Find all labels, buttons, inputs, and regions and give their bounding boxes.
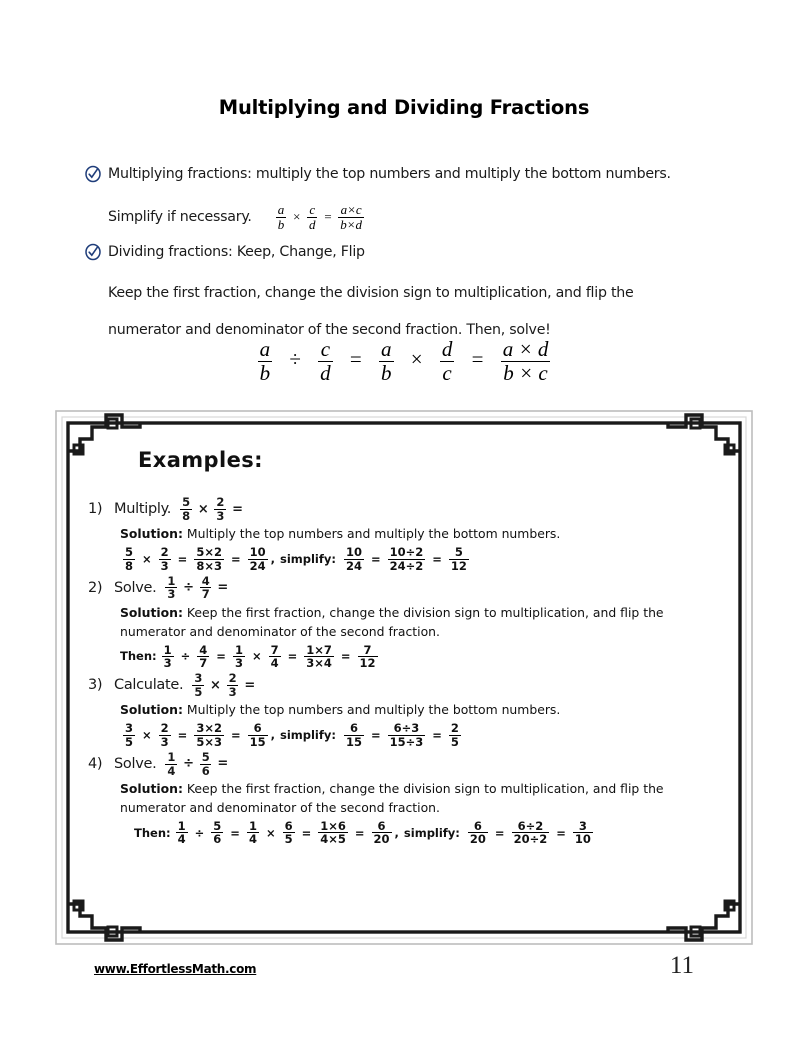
examples-heading: Examples: [138,448,263,472]
division-rule-formula [0,338,808,384]
solution-text [88,700,718,719]
denominator: c [442,360,452,385]
kcf-line-1: Keep the first fraction, change the division sign to multiplication, and flip the [108,285,634,301]
operator: × [265,825,276,840]
denominator: 6 [213,832,222,847]
operator-times: × [292,209,301,225]
item-number: 1) [88,501,103,517]
fraction-8 [512,820,550,846]
fraction-3 [194,722,224,748]
numerator: 3 [125,721,134,736]
solution-rule-line1: Keep the first fraction, change the division sign to multiplication, and flip the [186,604,664,620]
fraction-3 [247,820,259,846]
operator: ÷ [194,825,205,840]
numerator: 6÷3 [393,721,420,736]
fraction-5 [344,546,364,572]
numerator: d [441,337,453,361]
operator-equals: = [340,649,351,664]
solution-text [88,779,718,817]
numerator: 5 [182,495,190,510]
operator-equals: = [216,649,226,664]
numerator: 6÷2 [517,818,544,833]
note-dividing-text: Dividing fractions: Keep, Change, Flip [108,244,365,260]
solution-rule-line2: numerator and denominator of the second fraction. [120,623,440,639]
operator-equals: = [349,346,362,371]
denominator: 12 [359,656,376,671]
operator-equals: = [287,649,298,664]
numerator: 4 [201,573,210,588]
numerator: 1 [234,642,243,657]
operator-equals-2: = [471,346,484,371]
numerator: 7 [363,642,372,657]
numerator: 1 [177,818,186,833]
item-number: 4) [88,755,103,772]
denominator: 5 [194,685,203,699]
operator-equals: = [432,551,442,566]
denominator: 3 [228,685,237,699]
fraction-9 [573,820,593,846]
numerator: 10 [345,545,362,559]
operator-equals: = [301,825,312,840]
denominator: 15÷3 [389,734,424,749]
denominator: 6 [201,763,210,778]
denominator: b × c [503,360,548,385]
fraction-2 [227,672,239,698]
numerator: 1 [167,750,176,765]
numerator: a × d [502,337,549,361]
operator-equals: = [354,825,365,840]
example-item-2 [88,573,718,670]
item-expression [162,751,231,777]
operator-equals: = [177,551,188,566]
fraction-1 [192,672,204,698]
numerator: 5 [213,818,222,833]
fraction-5 [304,644,334,670]
fraction-6 [388,546,426,572]
fraction-5 [318,820,348,846]
footer-website-link[interactable]: www.EffortlessMath.com [94,962,257,976]
example-item-1 [88,494,718,572]
numerator: 6 [377,818,386,833]
item-number: 3) [88,677,103,694]
circled-check-icon [84,243,102,261]
solution-rule: Multiply the top numbers and multiply the bottom numbers. [186,526,561,541]
numerator: 7 [270,642,279,657]
note-multiplying-text: Multiplying fractions: multiply the top numbers and multiply the bottom numbers. [108,166,671,182]
operator-equals: = [230,551,241,566]
note-bullet-dividing [84,241,724,263]
operator-equals: = [230,825,240,840]
operator-equals: = [244,677,255,693]
item-prompt: Solve. [114,579,157,596]
fraction-2 [159,722,171,748]
operator: × [197,501,209,517]
solution-work [88,546,718,572]
then-label: Then: [134,825,171,840]
item-prompt: Solve. [114,755,157,772]
example-item-4 [88,749,718,846]
numerator: 2 [228,671,237,686]
fraction-a-b [276,203,287,232]
fraction-1 [123,722,135,748]
simplify-word: simplify: [403,825,460,840]
numerator: 4 [199,642,208,657]
item-prompt: Calculate. [114,677,184,694]
fraction-4 [248,546,268,572]
fraction-3 [233,644,245,670]
numerator: 3 [194,671,203,686]
fraction-2 [214,496,226,522]
denominator: 20÷2 [513,832,548,847]
denominator: 8 [182,508,190,523]
denominator: b [381,360,392,385]
question-line [88,573,718,603]
fraction-1 [180,496,192,522]
denominator: 3 [160,734,169,749]
notes-section [84,163,724,187]
denominator: b [277,217,285,233]
denominator: 3 [234,656,243,671]
numerator: 6 [473,818,482,833]
numerator: 5 [125,545,134,559]
operator-equals: = [432,728,442,743]
fraction-4 [283,820,295,846]
denominator: 4 [167,763,176,778]
denominator: 3 [163,656,172,671]
numerator: a×c [340,202,362,217]
denominator: 3×4 [306,656,332,671]
numerator: 10 [249,545,266,559]
numerator: 1×6 [320,818,346,833]
denominator: d [308,217,316,233]
fraction-7 [449,546,469,572]
numerator: 1 [163,642,172,657]
numerator: 3 [578,818,587,833]
operator: ÷ [183,756,194,772]
solution-rule: Multiply the top numbers and multiply the bottom numbers. [186,702,561,718]
operator-equals: = [230,728,241,743]
numerator: a [259,337,271,361]
operator-equals: = [556,825,566,840]
fraction-2 [197,644,209,670]
denominator: 24 [249,558,266,573]
denominator: 3 [160,558,169,573]
numerator: 6 [284,818,293,833]
solution-text [88,603,718,641]
operator-times: × [410,346,423,371]
fraction-4 [269,644,281,670]
fraction-4 [248,722,268,748]
denominator: 3 [167,587,176,602]
examples-list [88,494,718,847]
item-number: 2) [88,579,103,596]
denominator: 12 [450,558,467,573]
numerator: 3×2 [196,721,222,736]
fraction-5 [344,722,364,748]
operator: × [142,728,152,743]
denominator: 15 [345,734,362,749]
numerator: 2 [216,495,225,510]
comma: , [270,728,275,743]
operator-equals: = [323,209,333,225]
fraction-2 [200,751,212,777]
comma: , [270,551,275,566]
numerator: 2 [160,545,169,559]
numerator: 5 [454,545,463,559]
fraction-6 [372,820,392,846]
numerator: 2 [160,721,169,736]
numerator: a [277,202,285,217]
solution-label: Solution: [120,526,183,541]
denominator: 5 [284,832,293,847]
operator-equals: = [494,825,505,840]
fraction-d-c [440,338,455,384]
denominator: 10 [574,832,591,847]
solution-rule-line2: numerator and denominator of the second fraction. [120,799,440,815]
fraction-2 [211,820,223,846]
denominator: 5×3 [196,734,222,749]
solution-work [88,644,718,670]
fraction-result [501,338,551,384]
solution-text [88,524,718,543]
denominator: b [259,360,271,385]
circled-check-icon [84,165,102,183]
denominator: 8×3 [196,558,222,573]
note-bullet-multiplying [84,163,724,185]
denominator: 4 [270,656,279,671]
operator-equals: = [370,551,381,566]
page-number: 11 [669,952,694,979]
fraction-7 [468,820,488,846]
numerator: 5 [201,750,210,765]
denominator: 24÷2 [389,558,424,573]
solution-work [88,820,718,846]
numerator: 10÷2 [389,545,424,559]
operator: ÷ [183,580,194,596]
fraction-7 [449,722,461,748]
operator: × [142,551,152,566]
numerator: c [320,337,331,361]
denominator: 4×5 [320,832,346,847]
operator-equals: = [370,728,381,743]
operator: ÷ [180,649,191,664]
numerator: 1×7 [306,642,332,657]
page-title: Multiplying and Dividing Fractions [218,96,590,119]
operator-equals: = [232,501,243,517]
fraction-6 [358,644,378,670]
denominator: 5 [450,734,459,749]
denominator: 15 [249,734,266,749]
simplify-word: simplify: [279,551,336,566]
question-line [88,749,718,779]
solution-label: Solution: [120,780,183,796]
item-expression [177,496,246,522]
item-expression [189,672,258,698]
numerator: 5×2 [196,545,222,559]
fraction-c-d [307,203,318,232]
fraction-1 [176,820,188,846]
question-line [88,494,718,524]
fraction-1 [162,644,174,670]
item-expression [162,575,231,601]
notes-section-dividing [84,241,724,265]
operator-equals: = [217,580,229,596]
solution-label: Solution: [120,604,183,620]
fraction-2 [159,546,171,572]
operator-equals: = [177,728,188,743]
operator-equals: = [217,756,229,772]
simplify-label: Simplify if necessary. [108,209,252,226]
solution-label: Solution: [120,702,183,718]
denominator: 24 [345,558,362,573]
denominator: d [320,360,331,385]
fraction-1 [123,546,135,572]
fraction-1 [165,751,177,777]
operator: × [210,677,221,693]
fraction-result [338,203,364,232]
denominator: 7 [199,656,208,671]
denominator: 4 [177,832,186,847]
denominator: 3 [216,508,225,523]
solution-work [88,722,718,748]
numerator: 1 [167,573,176,588]
multiply-rule-formula [274,203,366,232]
numerator: 1 [248,818,257,833]
fraction-a-b [258,338,273,384]
solution-rule-line1: Keep the first fraction, change the division sign to multiplication, and flip the [186,780,664,796]
denominator: 8 [125,558,134,573]
denominator: 20 [469,832,486,847]
fraction-6 [388,722,426,748]
simplify-row [84,203,724,232]
fraction-2 [200,575,212,601]
simplify-word: simplify: [279,728,336,743]
item-prompt: Multiply. [114,501,172,517]
fraction-c-d [318,338,333,384]
then-label: Then: [120,649,157,664]
kcf-line-2: numerator and denominator of the second fraction. Then, solve! [108,322,551,338]
denominator: b×d [340,217,363,233]
denominator: 20 [373,832,390,847]
numerator: 2 [450,721,459,736]
question-line [88,670,718,700]
denominator: 7 [201,587,210,602]
numerator: 6 [253,721,262,736]
comma: , [394,825,399,840]
denominator: 5 [125,734,134,749]
operator: × [251,649,262,664]
fraction-1 [165,575,177,601]
denominator: 4 [248,832,257,847]
numerator: c [309,202,316,217]
fraction-3 [194,546,224,572]
example-item-3 [88,670,718,748]
operator-divide: ÷ [289,346,301,371]
numerator: a [381,337,392,361]
fraction-a-b-2 [379,338,394,384]
numerator: 6 [349,721,358,736]
